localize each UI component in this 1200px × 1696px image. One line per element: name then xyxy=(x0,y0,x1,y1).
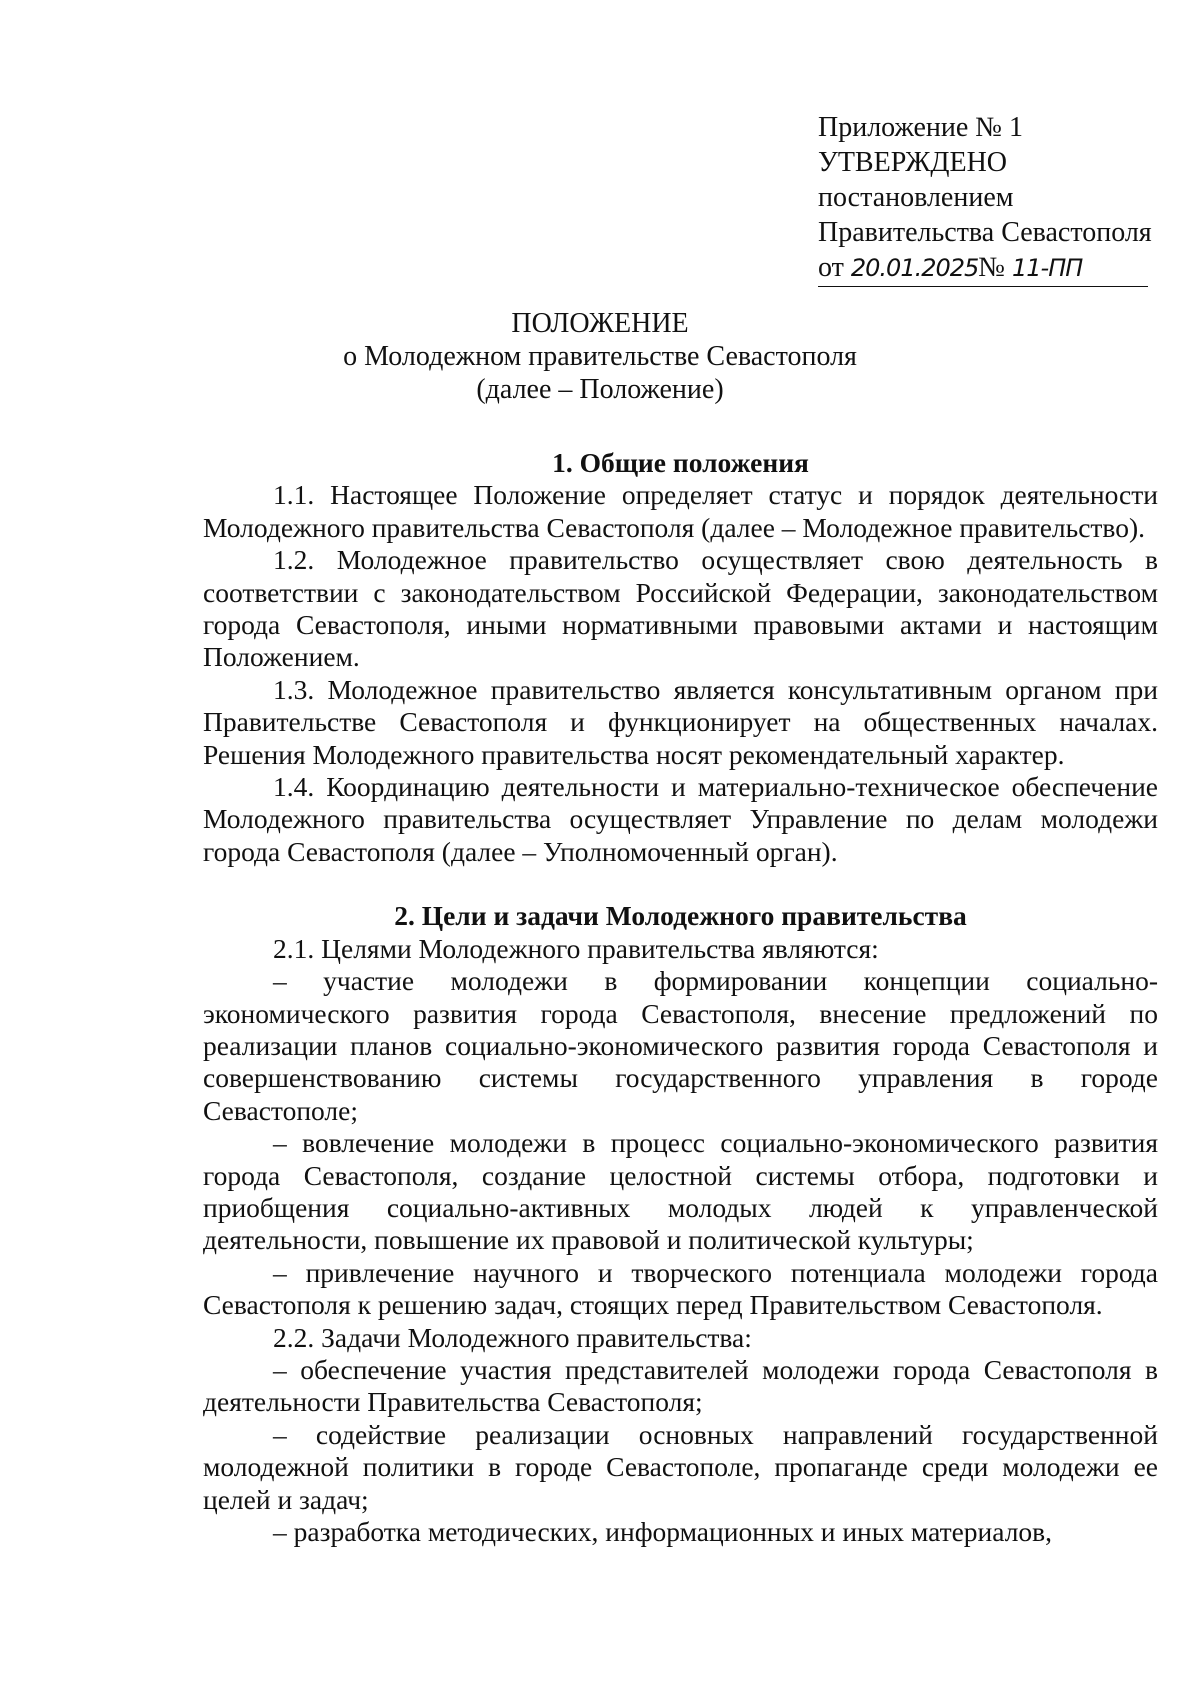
document-title-note: (далее – Положение) xyxy=(476,374,724,405)
list-item-task-3: – разработка методических, информационных и иных материалов, xyxy=(273,1516,1053,1547)
government-label: Правительства Севастополя xyxy=(818,217,1152,248)
document-title: ПОЛОЖЕНИЕ xyxy=(511,308,689,339)
document-subtitle: о Молодежном правительстве Севастополя xyxy=(343,341,857,372)
approval-block xyxy=(818,110,1158,287)
paragraph-1-4: 1.4. Координацию деятельности и материально-техническое обеспечение Молодежного правительства осуществляет Управление по делам молодежи города Севастополя (далее – Уполномоченный орган). xyxy=(203,771,1158,867)
document-body xyxy=(203,447,1158,1548)
list-item-goal-1: – участие молодежи в формировании концепции социально-экономического развития города Севастополя, внесение предложений по реализации планов социально-экономического развития города Севастополя и совершенствованию системы государственного управления в городе Севастополе; xyxy=(203,965,1158,1126)
date-number-line xyxy=(818,250,1158,287)
approved-label: УТВЕРЖДЕНО xyxy=(818,147,1008,178)
appendix-number: Приложение № 1 xyxy=(818,112,1023,143)
handwritten-date: 20.01.2025 xyxy=(850,254,979,282)
paragraph-2-2: 2.2. Задачи Молодежного правительства: xyxy=(273,1321,752,1353)
title-block xyxy=(0,307,1200,406)
paragraph-1-1: 1.1. Настоящее Положение определяет статус и порядок деятельности Молодежного правительства Севастополя (далее – Молодежное правительство). xyxy=(203,479,1158,543)
paragraph-2-1: 2.1. Целями Молодежного правительства являются: xyxy=(273,932,879,964)
list-item-task-2: – содействие реализации основных направлений государственной молодежной политики в городе Севастополе, пропаганде среди молодежи ее целей и задач; xyxy=(203,1418,1158,1515)
date-number-underline xyxy=(818,250,1148,287)
section-heading-1: 1. Общие положения xyxy=(552,447,809,478)
handwritten-number: 11-ПП xyxy=(1012,254,1083,282)
resolution-label: постановлением xyxy=(818,182,1014,213)
paragraph-1-3: 1.3. Молодежное правительство является консультативным органом при Правительстве Севастополя и функционирует на общественных началах. Решения Молодежного правительства носят рекомендательный характер. xyxy=(203,673,1158,770)
section-heading-2: 2. Цели и задачи Молодежного правительства xyxy=(394,900,967,932)
paragraph-1-2: 1.2. Молодежное правительство осуществляет свою деятельность в соответствии с законодательством Российской Федерации, законодательством города Севастополя, иными нормативными правовыми актами и настоящим Положением. xyxy=(203,544,1158,673)
list-item-goal-3: – привлечение научного и творческого потенциала молодежи города Севастополя к решению задач, стоящих перед Правительством Севастополя. xyxy=(203,1256,1158,1321)
list-item-goal-2: – вовлечение молодежи в процесс социально-экономического развития города Севастополя, создание целостной системы отбора, подготовки и приобщения социально-активных молодых людей к управленческой деятельности, повышение их правовой и политической культуры; xyxy=(203,1127,1158,1256)
number-prefix: № xyxy=(978,252,1006,283)
date-prefix: от xyxy=(818,252,844,283)
list-item-task-1: – обеспечение участия представителей молодежи города Севастополя в деятельности Правительства Севастополя; xyxy=(203,1353,1158,1418)
